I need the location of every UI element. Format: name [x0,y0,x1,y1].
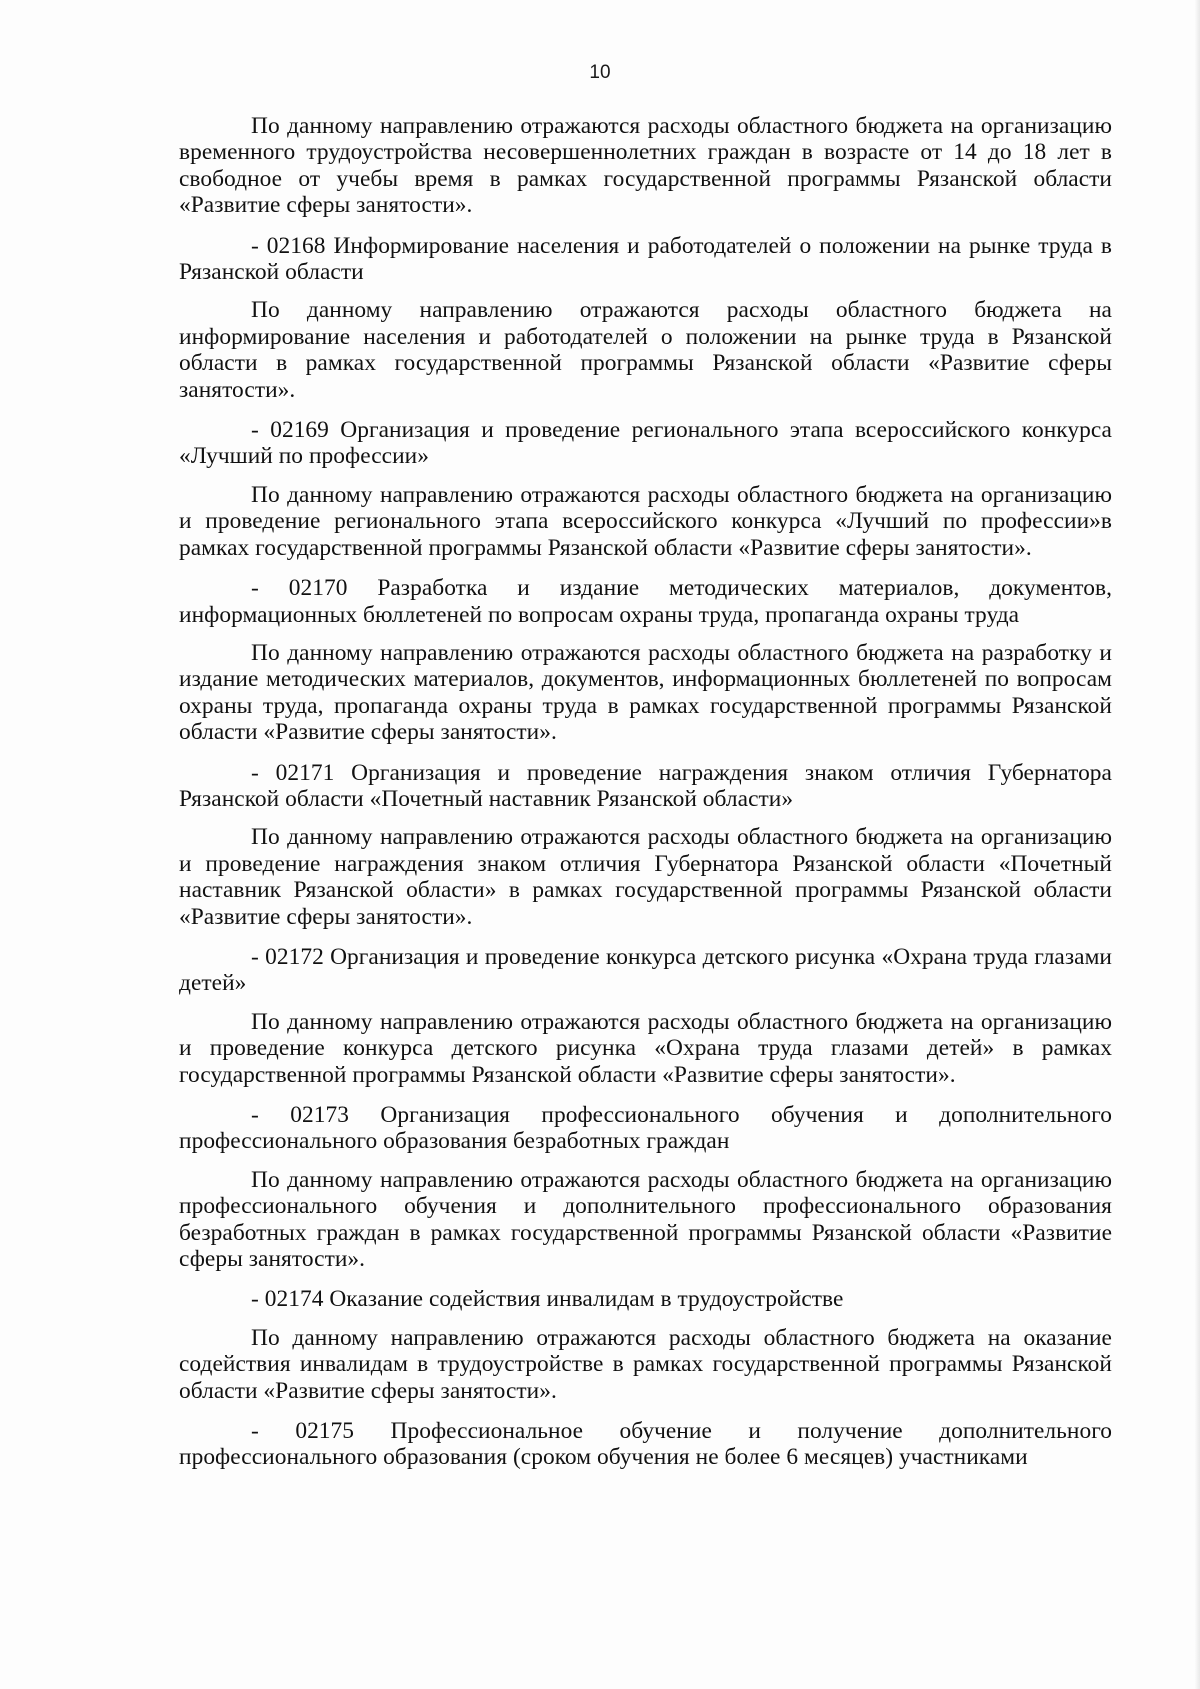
paragraph-description: По данному направлению отражаются расходы областного бюджета на организацию профессионального обучения и дополнительного профессионального образования безработных граждан в рамках государственной программы Рязанской области «Развитие сферы занятости». [179,1166,1112,1273]
paragraph-description: По данному направлению отражаются расходы областного бюджета на оказание содействия инвалидам в трудоустройстве в рамках государственной программы Рязанской области «Развитие сферы занятости». [179,1324,1112,1404]
paragraph-description: По данному направлению отражаются расходы областного бюджета на организацию и проведение конкурса детского рисунка «Охрана труда глазами детей» в рамках государственной программы Рязанской области «Развитие сферы занятости». [179,1008,1112,1088]
expense-code-heading: - 02173 Организация профессионального обучения и дополнительного профессионального образования безработных граждан [179,1102,1112,1155]
paragraph-description: По данному направлению отражаются расходы областного бюджета на организацию и проведение награждения знаком отличия Губернатора Рязанской области «Почетный наставник Рязанской области» в рамках государственной программы Рязанской области «Развитие сферы занятости». [179,824,1112,930]
expense-code-heading: - 02169 Организация и проведение регионального этапа всероссийского конкурса «Лучший по профессии» [179,417,1112,470]
expense-code-heading: - 02168 Информирование населения и работодателей о положении на рынке труда в Рязанской области [179,232,1112,286]
expense-code-heading: - 02174 Оказание содействия инвалидам в трудоустройстве [251,1286,844,1313]
paragraph-description: По данному направлению отражаются расходы областного бюджета на организацию временного трудоустройства несовершеннолетних граждан в возрасте от 14 до 18 лет в свободное от учебы время в рамках государственной программы Рязанской области «Развитие сферы занятости». [179,113,1112,219]
expense-code-heading: - 02170 Разработка и издание методических материалов, документов, информационных бюллетеней по вопросам охраны труда, пропаганда охраны труда [179,575,1112,628]
expense-code-heading: - 02171 Организация и проведение награждения знаком отличия Губернатора Рязанской области «Почетный наставник Рязанской области» [179,759,1112,812]
paragraph-description: По данному направлению отражаются расходы областного бюджета на организацию и проведение регионального этапа всероссийского конкурса «Лучший по профессии»в рамках государственной программы Рязанской области «Развитие сферы занятости». [179,481,1112,561]
paragraph-description: По данному направлению отражаются расходы областного бюджета на разработку и издание методических материалов, документов, информационных бюллетеней по вопросам охраны труда, пропаганда охраны труда в рамках государственной программы Рязанской области «Развитие сферы занятости». [179,639,1112,746]
expense-code-heading: - 02175 Профессиональное обучение и получение дополнительного профессионального образования (сроком обучения не более 6 месяцев) участниками [179,1418,1112,1471]
expense-code-heading: - 02172 Организация и проведение конкурса детского рисунка «Охрана труда глазами детей» [179,943,1112,997]
document-body [179,113,1112,1471]
paragraph-description: По данному направлению отражаются расходы областного бюджета на информирование населения и работодателей о положении на рынке труда в Рязанской области в рамках государственной программы Рязанской области «Развитие сферы занятости». [179,297,1112,403]
page-number: 10 [589,62,611,83]
scan-edge-shadow [1194,0,1200,1689]
